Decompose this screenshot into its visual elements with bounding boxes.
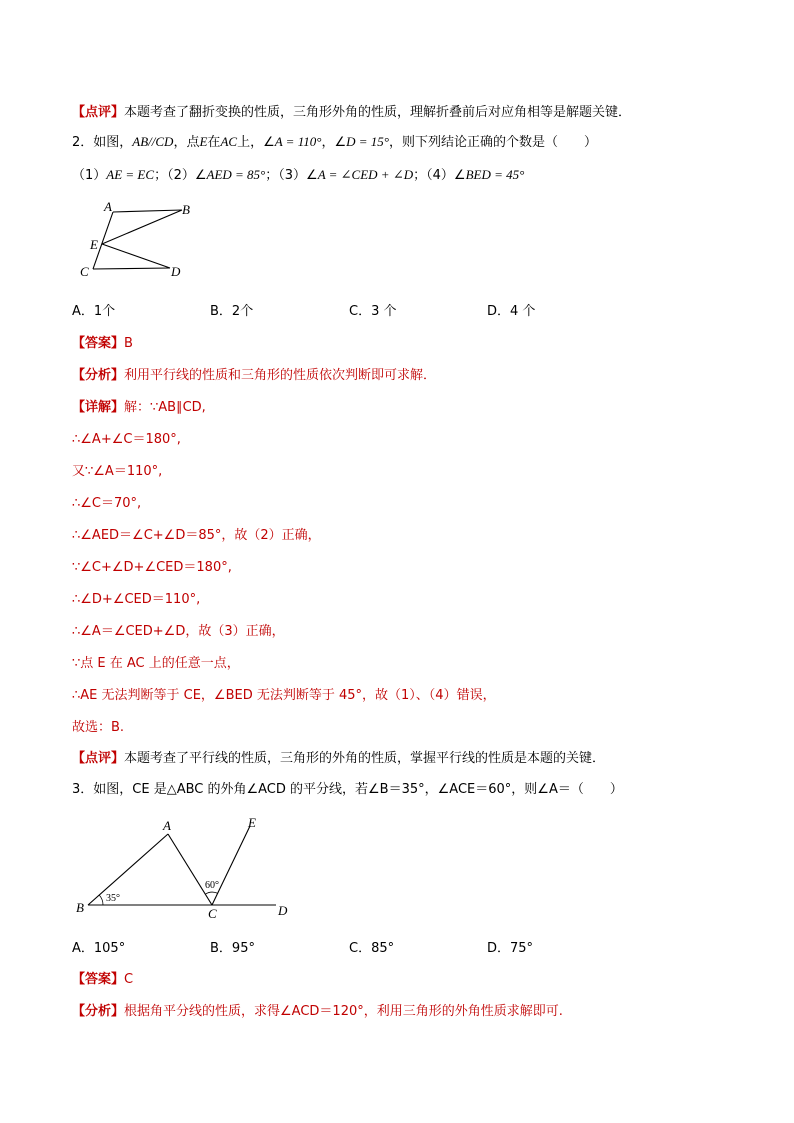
q2-segment-ac: AC — [220, 134, 238, 149]
segment-cd — [93, 268, 170, 269]
claim-4: BED = 45° — [465, 167, 525, 182]
q2-text: ，则下列结论正确的个数是（ ） — [388, 135, 597, 150]
q2-option-b: B．2个 — [210, 304, 254, 319]
detail-2-line-1: ∴∠A+∠C＝180°, — [72, 432, 181, 447]
angle-b-arc — [99, 895, 103, 905]
q3-option-b: B．95° — [210, 941, 255, 956]
label-c: C — [208, 906, 217, 921]
label-e: E — [90, 237, 98, 252]
answer-2 — [72, 335, 133, 353]
detail-2-line-9: ∴AE 无法判断等于 CE，∠BED 无法判断等于 45°，故（1）、（4）错误， — [72, 688, 496, 703]
detail-2-line-5: ∵∠C+∠D+∠CED＝180°, — [72, 560, 232, 575]
segment-ab — [113, 210, 182, 212]
label-d: D — [278, 903, 288, 918]
detail-2-line-8: ∵点 E 在 AC 上的任意一点， — [72, 656, 240, 671]
q2-figure — [78, 198, 208, 278]
q2-option-d: D．4 个 — [487, 304, 536, 319]
q2-angle-a: A = 110° — [274, 134, 322, 149]
claim-2-label: ；（2）∠ — [154, 168, 207, 183]
review-tag: 【点评】 — [72, 105, 125, 120]
detail-text: 解：∵AB∥CD, — [124, 400, 206, 415]
answer-value: B — [124, 336, 133, 351]
detail-2-line-0 — [72, 399, 206, 417]
question-2-claims — [72, 166, 524, 185]
analysis-2 — [72, 367, 436, 385]
q3-option-a: A．105° — [72, 941, 126, 956]
segment-ba — [88, 834, 168, 905]
analysis-text: 利用平行线的性质和三角形的性质依次判断即可求解． — [124, 368, 437, 383]
review-tag: 【点评】 — [72, 751, 125, 766]
answer-3 — [72, 971, 133, 989]
review-text: 本题考查了翻折变换的性质，三角形外角的性质，理解折叠前后对应角相等是解题关键． — [124, 105, 632, 120]
label-e: E — [248, 815, 256, 830]
answer-tag: 【答案】 — [72, 336, 125, 351]
claim-3: A = ∠CED + ∠D — [317, 167, 414, 182]
detail-2-line-4: ∴∠AED＝∠C+∠D＝85°，故（2）正确， — [72, 528, 321, 543]
claim-4-label: ；（4）∠ — [413, 168, 466, 183]
label-angle-b: 35° — [106, 893, 120, 904]
q2-text: ，点 — [173, 135, 200, 150]
review-2 — [72, 750, 605, 768]
q3-option-c: C．85° — [349, 941, 395, 956]
answer-tag: 【答案】 — [72, 972, 125, 987]
label-d: D — [171, 264, 181, 279]
q2-angle-d: D = 15° — [346, 134, 389, 149]
q2-parallel: AB//CD — [132, 134, 174, 149]
answer-value: C — [124, 972, 134, 987]
claim-2: AED = 85° — [206, 167, 266, 182]
analysis-text: 根据角平分线的性质，求得∠ACD＝120°，利用三角形的外角性质求解即可. — [124, 1004, 563, 1019]
detail-2-line-10: 故选：B. — [72, 720, 125, 735]
q2-option-c: C．3 个 — [349, 304, 397, 319]
q3-figure — [72, 812, 302, 922]
q2-text: ，∠ — [321, 135, 347, 150]
label-a: A — [163, 818, 171, 833]
claim-1-label: （1） — [72, 168, 107, 183]
label-angle-c: 60° — [205, 880, 219, 891]
detail-tag: 【详解】 — [72, 400, 125, 415]
review-text: 本题考查了平行线的性质，三角形的外角的性质，掌握平行线的性质是本题的关键． — [124, 751, 606, 766]
review-1 — [72, 104, 631, 122]
q2-option-a: A．1个 — [72, 304, 116, 319]
angle-c-arc — [205, 892, 217, 894]
detail-2-line-7: ∴∠A＝∠CED+∠D，故（3）正确， — [72, 624, 285, 639]
claim-3-label: ；（3）∠ — [265, 168, 318, 183]
q2-lead: 2．如图， — [72, 135, 133, 150]
question-3-stem: 3．如图，CE 是△ABC 的外角∠ACD 的平分线，若∠B＝35°，∠ACE＝60°，则∠A＝（ ） — [72, 782, 623, 797]
label-b: B — [182, 202, 190, 217]
detail-2-line-6: ∴∠D+∠CED＝110°, — [72, 592, 201, 607]
analysis-3 — [72, 1003, 563, 1021]
detail-2-line-3: ∴∠C＝70°, — [72, 496, 142, 511]
detail-2-line-2: 又∵∠A＝110°, — [72, 464, 163, 479]
label-b: B — [76, 900, 84, 915]
analysis-tag: 【分析】 — [72, 1004, 125, 1019]
question-2-stem — [72, 133, 597, 152]
q3-option-d: D．75° — [487, 941, 534, 956]
segment-ce — [212, 826, 250, 905]
q2-point-e: E — [199, 134, 208, 149]
label-c: C — [80, 264, 89, 279]
label-a: A — [104, 199, 112, 214]
q2-text: 上，∠ — [237, 135, 275, 150]
segment-eb — [102, 210, 182, 244]
claim-1: AE = EC — [106, 167, 155, 182]
segment-ed — [102, 244, 170, 268]
q2-text: 在 — [207, 135, 221, 150]
analysis-tag: 【分析】 — [72, 368, 125, 383]
